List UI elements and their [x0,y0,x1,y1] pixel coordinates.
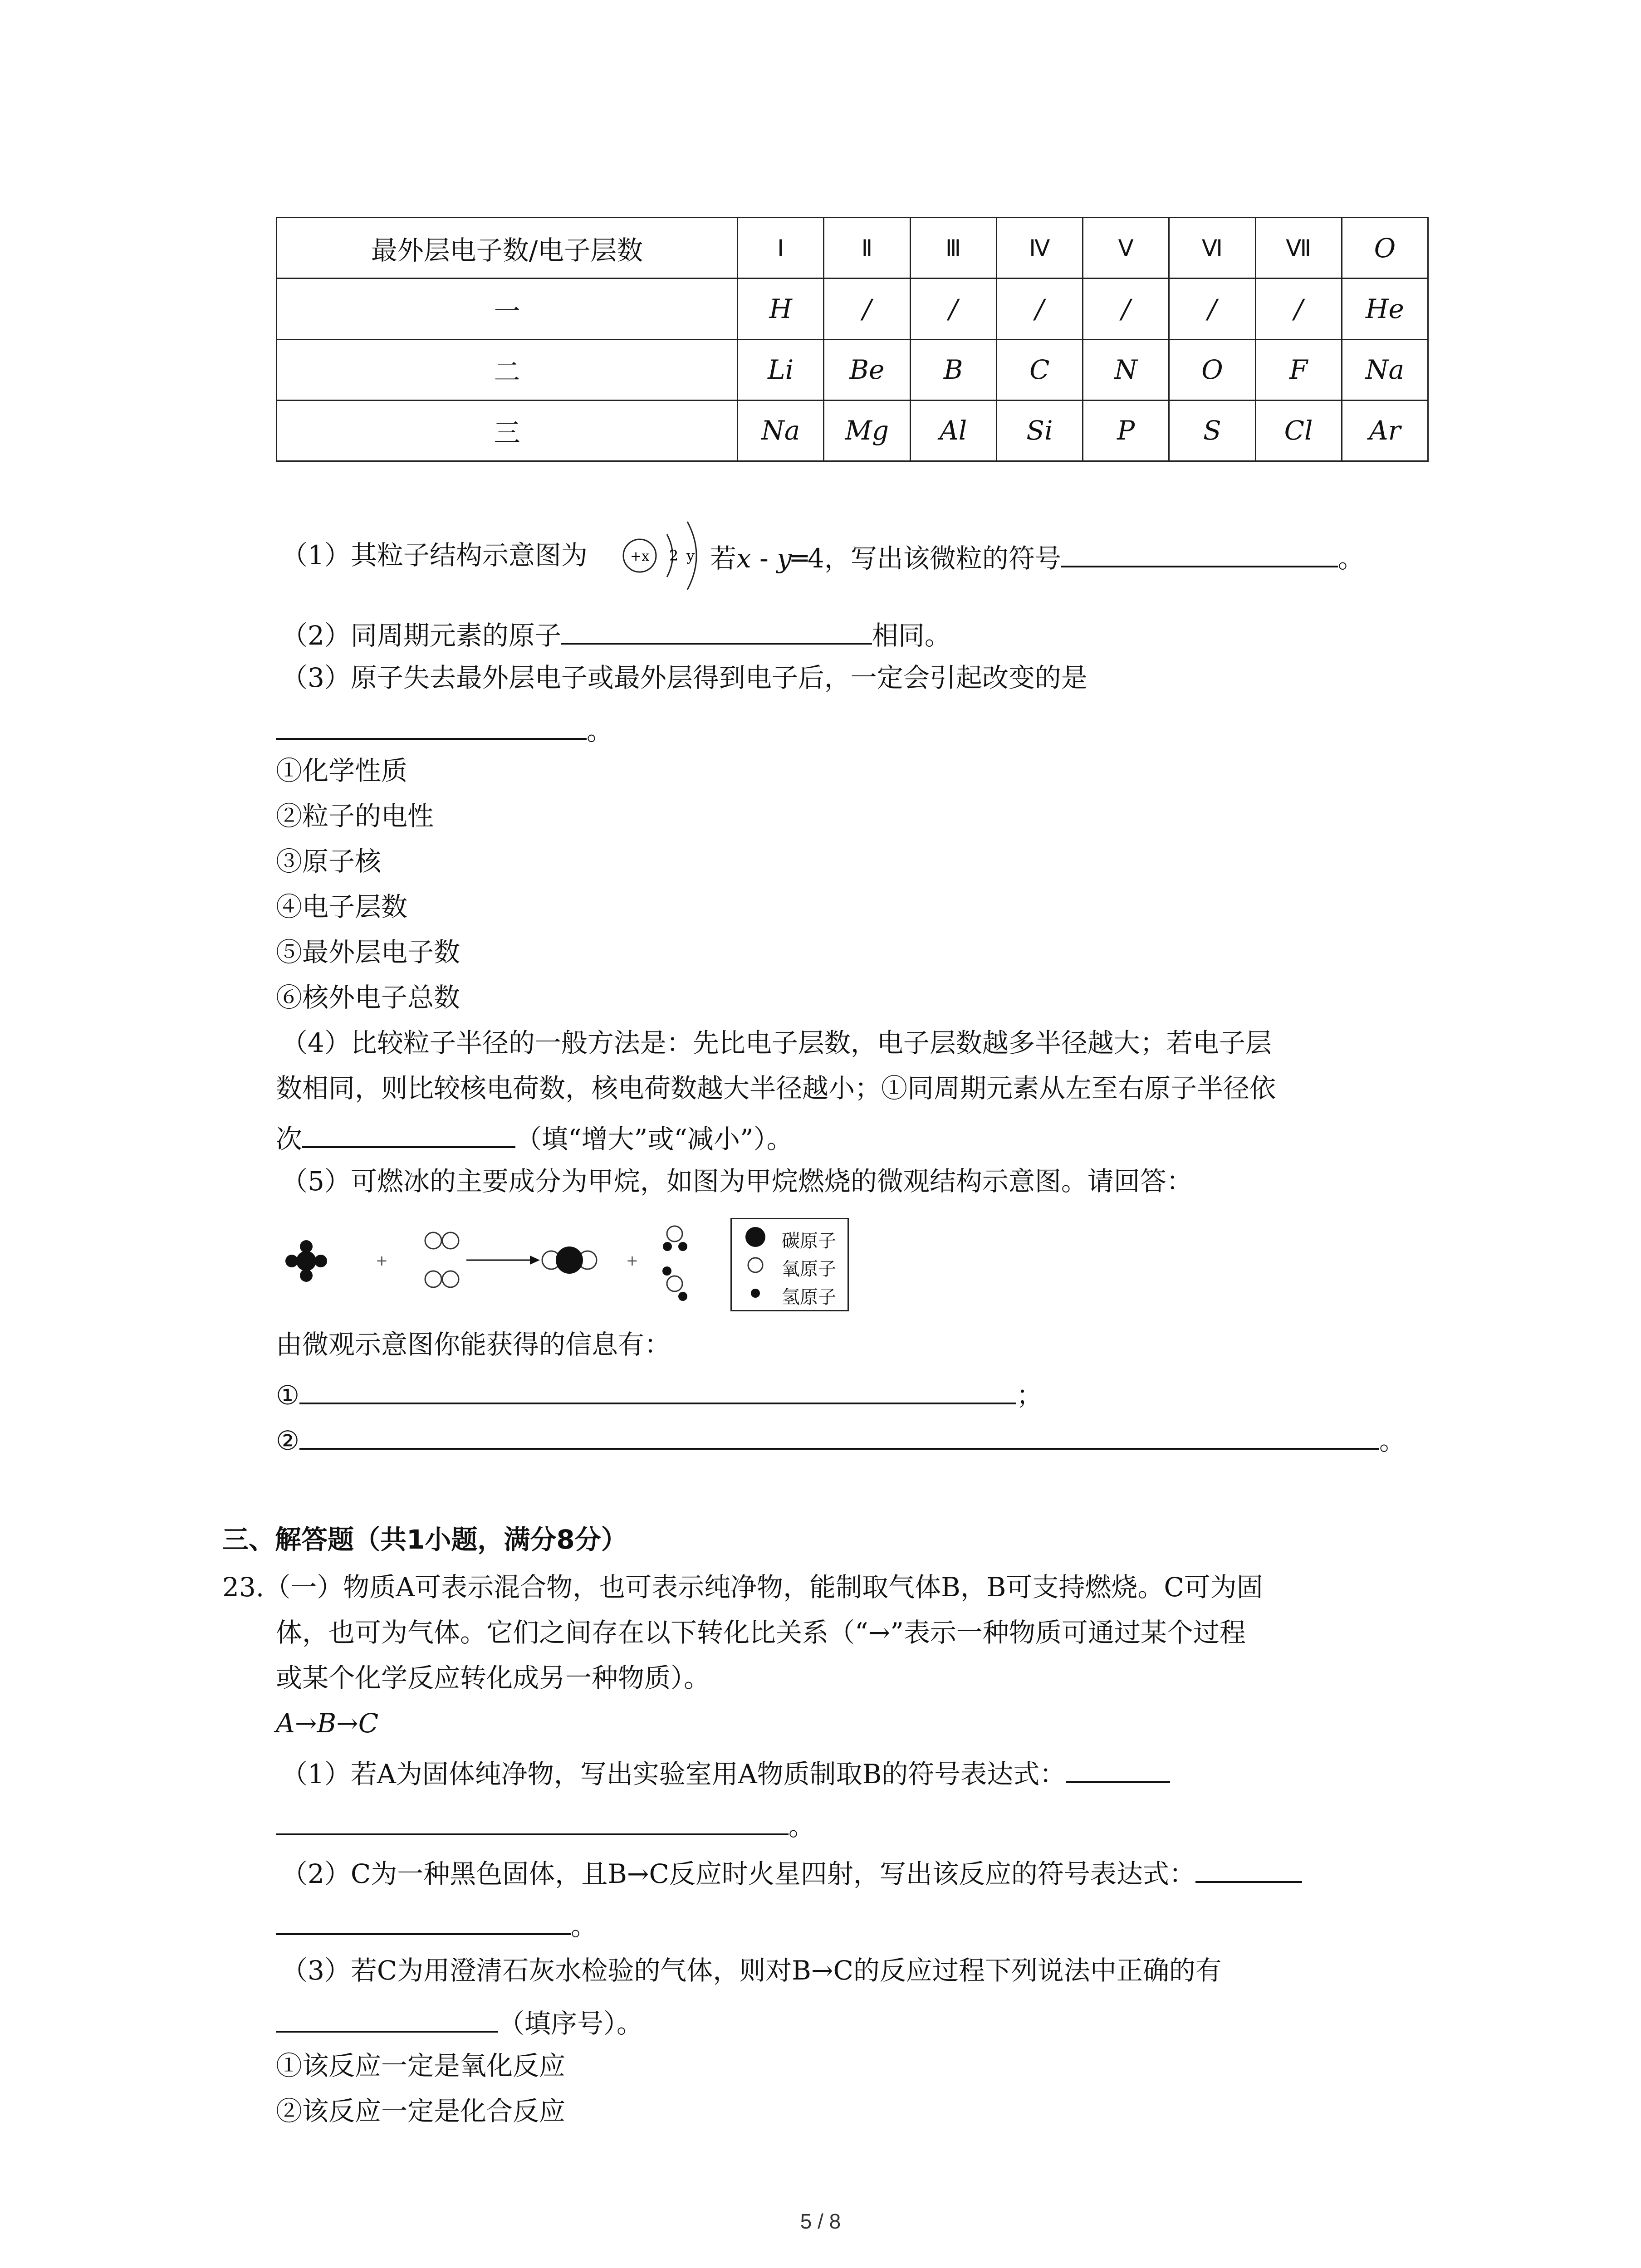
q4-pre: 次 [276,1124,303,1154]
q23-s2-blank-b[interactable] [276,1910,571,1935]
oxygen-atom-icon [742,1254,769,1276]
carbon-dioxide-molecule-icon [542,1246,597,1274]
table-cell: / [1255,279,1342,339]
question-2 [281,619,951,649]
table-cell: He [1342,279,1428,339]
plus-sign-2: + [626,1252,638,1269]
table-cell: Al [910,400,996,461]
shell-1-label: 2 [669,547,679,564]
legend-carbon [732,1223,847,1250]
table-cell: Be [824,339,910,400]
table-cell: O [1169,339,1255,400]
q1-var-y: y [777,543,792,574]
atom-legend [730,1218,849,1311]
q23-s3-blank[interactable] [276,2007,498,2033]
q5-blank-2-end: 。 [1379,1425,1406,1456]
table-header-cell: Ⅲ [910,218,996,279]
table-cell: Si [996,400,1083,461]
q5-blank-1-label: ① [276,1380,299,1411]
q23-s2-end: 。 [571,1911,598,1941]
table-header-cell: Ⅱ [824,218,910,279]
shell-2-label: y [686,547,695,564]
q23-s1-text: （1）若A为固体纯净物，写出实验室用A物质制取B的符号表达式： [281,1759,1066,1789]
q2-post: 相同。 [872,620,951,651]
q23-option-2: ②该反应一定是化合反应 [276,2096,566,2126]
q5-answer-blank-2[interactable] [299,1424,1379,1450]
table-cell: P [1083,400,1169,461]
hydrogen-atom-icon [742,1282,769,1305]
q5-answer-2 [276,1424,1406,1454]
section-3-title: 三、解答题（共1小题，满分8分） [222,1524,627,1555]
legend-oxygen-label: 氧原子 [782,1259,836,1280]
table-cell: F [1255,339,1342,400]
table-cell: Na [1342,339,1428,400]
q23-sub-3: （3）若C为用澄清石灰水检验的气体，则对B→C的反应过程下列说法中正确的有 [281,1955,1222,1986]
table-cell: / [996,279,1083,339]
page-number: 5 / 8 [800,2209,841,2233]
question-4-line-2: 数相同，则比较核电荷数，核电荷数越大半径越小；①同周期元素从左至右原子半径依 [276,1073,1276,1104]
table-row [277,279,1428,339]
water-molecules-icon [662,1226,687,1301]
q23-sub-3-cont [276,2007,643,2037]
table-cell: C [996,339,1083,400]
table-cell: / [1169,279,1255,339]
q23-sub-1 [281,1758,1170,1787]
q3-answer-line [276,714,613,744]
table-row [277,339,1428,400]
question-23-line-2: 体，也可为气体。它们之间存在以下转化比关系（“→”表示一种物质可通过某个过程 [276,1617,1246,1648]
q23-s3-post: （填序号）。 [498,2008,643,2039]
q23-sub-1-cont [276,1810,815,1842]
q23-sub-2-cont [276,1910,597,1939]
q3-option-3: ③原子核 [276,846,382,877]
electron-table [276,217,1429,462]
oxygen-molecules-icon [425,1232,459,1287]
q23-s2-blank-a[interactable] [1195,1857,1302,1883]
table-header-cell: Ⅳ [996,218,1083,279]
q4-post: （填“增大”或“减小”）。 [515,1124,793,1154]
table-cell: / [910,279,996,339]
table-header-cell: 最外层电子数/电子层数 [277,218,738,279]
q3-option-2: ②粒子的电性 [276,801,434,831]
q23-option-1: ①该反应一定是氧化反应 [276,2050,566,2081]
question-4-line-3 [276,1123,793,1152]
q5-blank-1-end: ； [1016,1380,1043,1411]
q23-chain: A→B→C [276,1708,379,1739]
q4-answer-blank[interactable] [302,1123,515,1148]
q1-end: 。 [1337,543,1364,574]
table-cell: H [738,279,824,339]
plus-sign-1: + [376,1252,388,1269]
table-cell: N [1083,339,1169,400]
question-4-line-1: （4）比较粒子半径的一般方法是：先比电子层数，电子层数越多半径越大；若电子层 [281,1027,1272,1058]
q1-condition [710,542,1364,572]
table-cell: Na [738,400,824,461]
q2-pre: （2）同周期元素的原子 [281,620,561,651]
q5-blank-2-label: ② [276,1425,299,1456]
q23-sub-2 [281,1857,1302,1887]
carbon-atom-icon [742,1226,769,1248]
nucleus-label: +x [630,548,650,564]
table-row [277,400,1428,461]
q23-s1-blank-a[interactable] [1066,1758,1170,1783]
q23-s1-end: 。 [789,1811,815,1842]
q5-info-prompt: 由微观示意图你能获得的信息有： [276,1329,671,1360]
table-cell: Ar [1342,400,1428,461]
q3-option-5: ⑤最外层电子数 [276,937,460,968]
table-cell: 三 [277,400,738,461]
table-cell: / [1083,279,1169,339]
legend-hydrogen-label: 氢原子 [782,1287,836,1308]
table-cell: Li [738,339,824,400]
q3-answer-blank[interactable] [276,714,587,740]
table-header-cell: Ⅴ [1083,218,1169,279]
question-1 [281,540,588,571]
table-cell: Cl [1255,400,1342,461]
q1-minus: - [751,543,777,574]
q2-answer-blank[interactable] [561,619,872,645]
table-cell: Mg [824,400,910,461]
table-header-cell: Ⅵ [1169,218,1255,279]
q3-option-4: ④电子层数 [276,891,408,922]
legend-carbon-label: 碳原子 [782,1231,836,1251]
q3-option-1: ①化学性质 [276,755,408,786]
table-cell: 二 [277,339,738,400]
table-cell: / [824,279,910,339]
q1-cond-pre: 若 [710,543,737,574]
q3-option-6: ⑥核外电子总数 [276,982,460,1013]
table-header-cell: O [1342,218,1428,279]
q1-answer-blank[interactable] [1061,542,1338,567]
q1-cond-post: ═4，写出该微粒的符号 [792,543,1061,574]
table-header-row [277,218,1428,279]
q5-answer-blank-1[interactable] [299,1379,1016,1404]
table-cell: S [1169,400,1255,461]
table-header-cell: Ⅰ [738,218,824,279]
q1-prefix: （1）其粒子结构示意图为 [281,540,588,571]
q1-var-x: x [736,543,751,574]
particle-structure-icon [617,513,712,590]
table-cell: B [910,339,996,400]
reaction-arrow-icon [466,1256,540,1265]
question-5: （5）可燃冰的主要成分为甲烷，如图为甲烷燃烧的微观结构示意图。请回答： [281,1166,1193,1197]
methane-molecule-icon [285,1240,327,1282]
question-23-line-1: 23.（一）物质A可表示混合物，也可表示纯净物，能制取气体B，B可支持燃烧。C可为固 [222,1572,1263,1603]
methane-combustion-diagram [272,1216,726,1306]
table-cell: 一 [277,279,738,339]
table-header-cell: Ⅶ [1255,218,1342,279]
q5-answer-1 [276,1379,1043,1411]
q23-s1-blank-b[interactable] [276,1810,789,1835]
q3-end: 。 [587,715,613,746]
legend-hydrogen [732,1279,847,1306]
q23-s2-text: （2）C为一种黑色固体，且B→C反应时火星四射，写出该反应的符号表达式： [281,1858,1195,1889]
question-23-line-3: 或某个化学反应转化成另一种物质）。 [276,1662,710,1693]
legend-oxygen [732,1251,847,1278]
question-3: （3）原子失去最外层电子或最外层得到电子后，一定会引起改变的是 [281,662,1087,693]
